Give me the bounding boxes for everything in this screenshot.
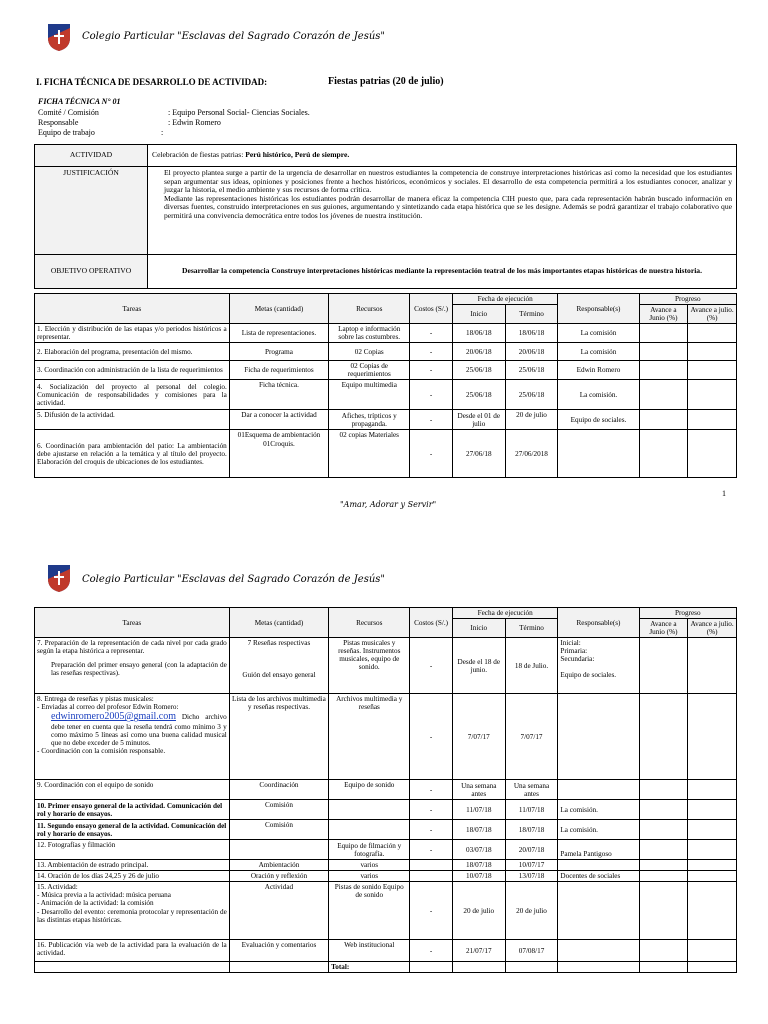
row-metas: Lista de representaciones. <box>229 324 328 343</box>
school-logo-icon <box>46 563 72 593</box>
row-costo: - <box>410 343 453 361</box>
header-termino: Término <box>505 619 558 638</box>
table-row <box>35 638 737 694</box>
row-avance-junio <box>639 860 688 871</box>
total-empty-3 <box>452 962 505 973</box>
row-recursos: varios <box>329 860 410 871</box>
row-recursos: Pistas musicales y reseñas. Instrumentos musicales, equipo de sonido. <box>329 638 410 694</box>
table-row <box>35 410 737 430</box>
row7-metas-a: 7 Reseñas respectivas <box>247 639 311 648</box>
total-label: Total: <box>329 962 410 973</box>
table-row <box>35 361 737 380</box>
row-costo: - <box>410 840 453 860</box>
row-avance-junio <box>639 694 688 780</box>
row-costo: - <box>410 882 453 940</box>
justificacion-p1: El proyecto plantea surge a partir de la urgencia de desarrollar en nuestros estudiantes la competencia de construye interpretaciones históricas así como la necesidad que los estudiantes sepan argumentar sus ideas, opiniones y posiciones frente a hechos históricos, económicos y sociales. El desarrollo de esta competencia permitirá a los estudiantes conocer, analizar y juzgar la historia, el medio ambiente y sus recursos de forma crítica. <box>164 168 732 194</box>
header-inicio: Inicio <box>452 619 505 638</box>
row-recursos: Afiches, trípticos y propaganda. <box>329 410 410 430</box>
row-termino: 7/07/17 <box>505 694 558 780</box>
row-recursos: Pistas de sonido Equipo de sonido <box>329 882 410 940</box>
row-avance-junio <box>639 430 688 478</box>
row-resp: La comisión. <box>558 800 639 820</box>
header-avance-junio: Avance a Junio (%) <box>639 619 688 638</box>
total-empty-7 <box>688 962 737 973</box>
row8-tarea-d: - Coordinación con la comisión responsable. <box>37 746 166 755</box>
row-avance-junio <box>639 840 688 860</box>
row-tarea: 10. Primer ensayo general de la actividad. Comunicación del rol y horario de ensayos. <box>35 800 230 820</box>
row-metas: Ficha de requerimientos <box>229 361 328 380</box>
header-avance-junio: Avance a Junio (%) <box>639 305 688 324</box>
row-termino: 10/07/17 <box>505 860 558 871</box>
row-costo: - <box>410 430 453 478</box>
comite-label: Comité / Comisión <box>38 108 99 117</box>
comite-value: : Equipo Personal Social- Ciencias Sociales. <box>168 108 310 117</box>
row-metas: Dar a conocer la actividad <box>229 410 328 430</box>
row-costo: - <box>410 324 453 343</box>
row-resp: La comisión <box>558 324 639 343</box>
event-title: Fiestas patrias (20 de julio) <box>328 76 444 87</box>
row-avance-julio <box>688 410 737 430</box>
row-costo: - <box>410 410 453 430</box>
row7-resp-4: Equipo de sociales. <box>560 671 617 680</box>
row-costo: - <box>410 780 453 800</box>
row-avance-julio <box>688 840 737 860</box>
row7-resp-1: Inicial: <box>560 639 581 648</box>
row-tarea: 4. Socialización del proyecto al personal del colegio. Comunicación de responsabilidades y comisiones para la actividad. <box>35 380 230 410</box>
table-row <box>35 820 737 840</box>
justificacion-label: JUSTIFICACIÓN <box>35 167 148 255</box>
row-recursos: Archivos multimedia y reseñas <box>329 694 410 780</box>
row-avance-julio <box>688 343 737 361</box>
row-metas: Comisión <box>229 820 328 840</box>
row-inicio: 18/07/18 <box>452 820 505 840</box>
row-metas <box>229 840 328 860</box>
total-empty-4 <box>505 962 558 973</box>
row-resp: Pamela Pantigoso <box>558 840 639 860</box>
row-termino: 20 de julio <box>505 410 558 430</box>
row-tarea: 14. Oración de los días 24,25 y 26 de julio <box>35 871 230 882</box>
row-metas: Actividad <box>229 882 328 940</box>
row-inicio: 25/06/18 <box>452 380 505 410</box>
row-tarea: 16. Publicación vía web de la actividad para la evaluación de la actividad. <box>35 940 230 962</box>
header-metas: Metas (cantidad) <box>229 294 328 324</box>
row-avance-julio <box>688 324 737 343</box>
activity-info-table <box>34 144 737 289</box>
equipo-label: Equipo de trabajo <box>38 128 95 137</box>
row-recursos: varios <box>329 871 410 882</box>
row7-resp-3: Secundaria: <box>560 655 595 664</box>
row-avance-junio <box>639 410 688 430</box>
row-metas: Coordinación <box>229 780 328 800</box>
header-progreso: Progreso <box>639 294 736 305</box>
row-recursos: Equipo de sonido <box>329 780 410 800</box>
header-costos: Costos (S/.) <box>410 608 453 638</box>
actividad-bold: Perú histórico, Perú de siempre. <box>245 150 350 160</box>
row-tarea: 1. Elección y distribución de las etapas y/o periodos históricos a representar. <box>35 324 230 343</box>
row-termino: 27/06/2018 <box>505 430 558 478</box>
row-inicio: 18/06/18 <box>452 324 505 343</box>
ficha-label: FICHA TÉCNICA N° 01 <box>38 97 121 106</box>
row-resp: Equipo de sociales. <box>558 410 639 430</box>
justificacion-cell <box>148 167 737 255</box>
row-tarea <box>35 694 230 780</box>
row-termino: 25/06/18 <box>505 380 558 410</box>
tasks-table-page1 <box>34 293 737 478</box>
row-costo: - <box>410 638 453 694</box>
row-recursos: Web institucional <box>329 940 410 962</box>
total-row <box>35 962 737 973</box>
row-termino: 20/06/18 <box>505 343 558 361</box>
row7-metas-b: Guión del ensayo general <box>242 671 316 680</box>
table-row <box>35 871 737 882</box>
row-costo: - <box>410 940 453 962</box>
row-termino: 18/07/18 <box>505 820 558 840</box>
row-resp: La comisión. <box>558 820 639 840</box>
row-avance-julio <box>688 820 737 840</box>
table-row <box>35 694 737 780</box>
row-avance-julio <box>688 780 737 800</box>
row7-tarea-b: Preparación del primer ensayo general (con la adaptación de las reseñas respectivas). <box>51 661 227 678</box>
equipo-value: : <box>161 128 164 137</box>
row-avance-julio <box>688 361 737 380</box>
row-inicio: 20 de julio <box>452 882 505 940</box>
row-costo: - <box>410 694 453 780</box>
objetivo-label: OBJETIVO OPERATIVO <box>35 255 148 289</box>
row-resp <box>558 694 639 780</box>
row15-tarea-a: 15. Actividad: <box>37 883 78 892</box>
row-resp <box>558 882 639 940</box>
table-row <box>35 430 737 478</box>
row-metas: Programa <box>229 343 328 361</box>
table-row <box>35 780 737 800</box>
row-termino: 07/08/17 <box>505 940 558 962</box>
total-empty-5 <box>558 962 639 973</box>
row-inicio: Desde el 18 de junio. <box>452 638 505 694</box>
row-tarea: 2. Elaboración del programa, presentación del mismo. <box>35 343 230 361</box>
row-recursos: Laptop e información sobre las costumbres. <box>329 324 410 343</box>
row-costo: - <box>410 820 453 840</box>
row-resp <box>558 638 639 694</box>
row-recursos <box>329 820 410 840</box>
school-name: Colegio Particular "Esclavas del Sagrado Corazón de Jesús" <box>82 31 386 42</box>
row-tarea <box>35 882 230 940</box>
table-row <box>35 343 737 361</box>
header-avance-julio: Avance a julio. (%) <box>688 305 737 324</box>
row8-tarea-a: 8. Entrega de reseñas y pistas musicales: <box>37 695 154 704</box>
table-row <box>35 800 737 820</box>
row-resp: Docentes de sociales <box>558 871 639 882</box>
header-progreso: Progreso <box>639 608 736 619</box>
row-termino: 13/07/18 <box>505 871 558 882</box>
row-costo: - <box>410 380 453 410</box>
header-fecha: Fecha de ejecución <box>452 294 558 305</box>
row8-tarea-c: Dicho archivo debe tener en cuenta que la reseña tendrá como mínimo 3 y como máximo 5 líneas así como una buena calidad musical que no debe exceder de 5 minutos. <box>51 713 227 747</box>
row-avance-junio <box>639 882 688 940</box>
row-termino: Una semana antes <box>505 780 558 800</box>
row-tarea: 13. Ambientación de estrado principal. <box>35 860 230 871</box>
row-inicio: 20/06/18 <box>452 343 505 361</box>
row-avance-junio <box>639 361 688 380</box>
row-avance-junio <box>639 940 688 962</box>
school-logo-icon <box>46 22 72 52</box>
total-empty-1 <box>35 962 230 973</box>
row-termino: 20/07/18 <box>505 840 558 860</box>
row-metas: Comisión <box>229 800 328 820</box>
justificacion-p2: Mediante las representaciones históricas los estudiantes podrán desarrollar de manera eficaz la competencia CIH puesto que, para cada representación habrán buscado información en diversas fuentes, construido interpretaciones en sus guiones, argumentando y sintetizando cada etapa histórica que se les designe. Además se podrá garantizar el trabajo colaborativo que permitirá una convivencia democrática entre todos los jóvenes de nuestra institución. <box>164 193 732 220</box>
row-metas: Oración y reflexión <box>229 871 328 882</box>
header-costos: Costos (S/.) <box>410 294 453 324</box>
actividad-label: ACTIVIDAD <box>35 145 148 167</box>
row-resp <box>558 940 639 962</box>
table-row <box>35 882 737 940</box>
total-costo <box>410 962 453 973</box>
row-metas: Ficha técnica. <box>229 380 328 410</box>
row7-tarea-a: 7. Preparación de la representación de cada nivel por cada grado según la etapa histórica a representar. <box>37 639 227 656</box>
row-inicio: 21/07/17 <box>452 940 505 962</box>
row-metas <box>229 638 328 694</box>
header-tareas: Tareas <box>35 294 230 324</box>
table-row <box>35 860 737 871</box>
row-inicio: 11/07/18 <box>452 800 505 820</box>
row-metas: Evaluación y comentarios <box>229 940 328 962</box>
header-recursos: Recursos <box>329 294 410 324</box>
row-recursos: 02 Copias de requerimientos <box>329 361 410 380</box>
row-tarea: 12. Fotografías y filmación <box>35 840 230 860</box>
actividad-cell <box>148 145 737 167</box>
school-name: Colegio Particular "Esclavas del Sagrado Corazón de Jesús" <box>82 574 386 585</box>
row-resp: La comisión. <box>558 380 639 410</box>
header-recursos: Recursos <box>329 608 410 638</box>
row-inicio: 18/07/18 <box>452 860 505 871</box>
row-termino: 18/06/18 <box>505 324 558 343</box>
row-resp: La comisión <box>558 343 639 361</box>
row-costo <box>410 860 453 871</box>
table-row <box>35 324 737 343</box>
row-inicio: 7/07/17 <box>452 694 505 780</box>
row-tarea: 11. Segundo ensayo general de la actividad. Comunicación del rol y horario de ensayos. <box>35 820 230 840</box>
row-inicio: 27/06/18 <box>452 430 505 478</box>
row-metas: Ambientación <box>229 860 328 871</box>
row-avance-julio <box>688 800 737 820</box>
email-link[interactable]: edwinromero2005@gmail.com <box>51 711 177 723</box>
motto: "Amar, Adorar y Servir" <box>340 500 437 509</box>
header-inicio: Inicio <box>452 305 505 324</box>
row-termino: 25/06/18 <box>505 361 558 380</box>
row-avance-julio <box>688 638 737 694</box>
row15-tarea-c: - Animación de la actividad: la comisión <box>37 899 154 908</box>
row-recursos: 02 copias Materiales <box>329 430 410 478</box>
section-title: I. FICHA TÉCNICA DE DESARROLLO DE ACTIVIDAD: <box>36 77 268 87</box>
row-costo: - <box>410 800 453 820</box>
row-resp <box>558 430 639 478</box>
table-row <box>35 940 737 962</box>
row-resp: Edwin Romero <box>558 361 639 380</box>
row-inicio: 03/07/18 <box>452 840 505 860</box>
row-avance-junio <box>639 380 688 410</box>
row-avance-julio <box>688 694 737 780</box>
row-termino: 18 de Julio. <box>505 638 558 694</box>
row-costo: - <box>410 361 453 380</box>
row-tarea: 5. Difusión de la actividad. <box>35 410 230 430</box>
row-termino: 11/07/18 <box>505 800 558 820</box>
row-tarea <box>35 638 230 694</box>
actividad-prefix: Celebración de fiestas patrias: <box>152 150 246 160</box>
header-responsables: Responsable(s) <box>558 294 639 324</box>
total-empty-2 <box>229 962 328 973</box>
table-row <box>35 840 737 860</box>
table-row <box>35 380 737 410</box>
row-avance-junio <box>639 780 688 800</box>
objetivo-value: Desarrollar la competencia Construye interpretaciones históricas mediante la representación teatral de los más importantes etapas históricas de nuestra historia. <box>148 255 737 289</box>
row-metas: 01Esquema de ambientación 01Croquis. <box>229 430 328 478</box>
row-recursos: 02 Copias <box>329 343 410 361</box>
row15-tarea-d: - Desarrollo del evento: ceremonia protocolar y representación de las distintas etapas históricas. <box>37 907 227 924</box>
row-avance-junio <box>639 820 688 840</box>
row-recursos: Equipo multimedia <box>329 380 410 410</box>
row-recursos <box>329 800 410 820</box>
row-avance-julio <box>688 430 737 478</box>
tasks-table-page2 <box>34 607 737 973</box>
row-avance-julio <box>688 940 737 962</box>
responsable-value: : Edwin Romero <box>168 118 221 127</box>
responsable-label: Responsable <box>38 118 79 127</box>
row-recursos: Equipo de filmación y fotografía. <box>329 840 410 860</box>
row-avance-junio <box>639 638 688 694</box>
row-inicio: 25/06/18 <box>452 361 505 380</box>
row-avance-junio <box>639 324 688 343</box>
row15-tarea-b: - Música previa a la actividad: música peruana <box>37 891 171 900</box>
row8-tarea-b: - Enviadas al correo del profesor Edwin Romero: <box>37 703 179 712</box>
row-inicio: 10/07/18 <box>452 871 505 882</box>
row-avance-julio <box>688 882 737 940</box>
row-avance-junio <box>639 343 688 361</box>
row-avance-julio <box>688 871 737 882</box>
row-resp <box>558 860 639 871</box>
row-tarea: 9. Coordinación con el equipo de sonido <box>35 780 230 800</box>
page-number: 1 <box>722 489 726 498</box>
header-termino: Término <box>505 305 558 324</box>
row-metas: Lista de los archivos multimedia y reseñas respectivas. <box>229 694 328 780</box>
row7-resp-2: Primaria: <box>560 647 588 656</box>
row-tarea: 3. Coordinación con administración de la lista de requerimientos <box>35 361 230 380</box>
row-tarea: 6. Coordinación para ambientación del patio: La ambientación debe ajustarse en relación a la temática y al título del proyecto. Elaboración del croquis de ubicaciones de los estudiantes. <box>35 430 230 478</box>
header-fecha: Fecha de ejecución <box>452 608 558 619</box>
row-avance-julio <box>688 860 737 871</box>
row-avance-junio <box>639 800 688 820</box>
header-avance-julio: Avance a julio. (%) <box>688 619 737 638</box>
row-avance-junio <box>639 871 688 882</box>
row-avance-julio <box>688 380 737 410</box>
row-costo <box>410 871 453 882</box>
row-termino: 20 de julio <box>505 882 558 940</box>
row-resp <box>558 780 639 800</box>
total-empty-6 <box>639 962 688 973</box>
header-tareas: Tareas <box>35 608 230 638</box>
header-metas: Metas (cantidad) <box>229 608 328 638</box>
header-responsables: Responsable(s) <box>558 608 639 638</box>
row-inicio: Desde el 01 de julio <box>452 410 505 430</box>
row-inicio: Una semana antes <box>452 780 505 800</box>
